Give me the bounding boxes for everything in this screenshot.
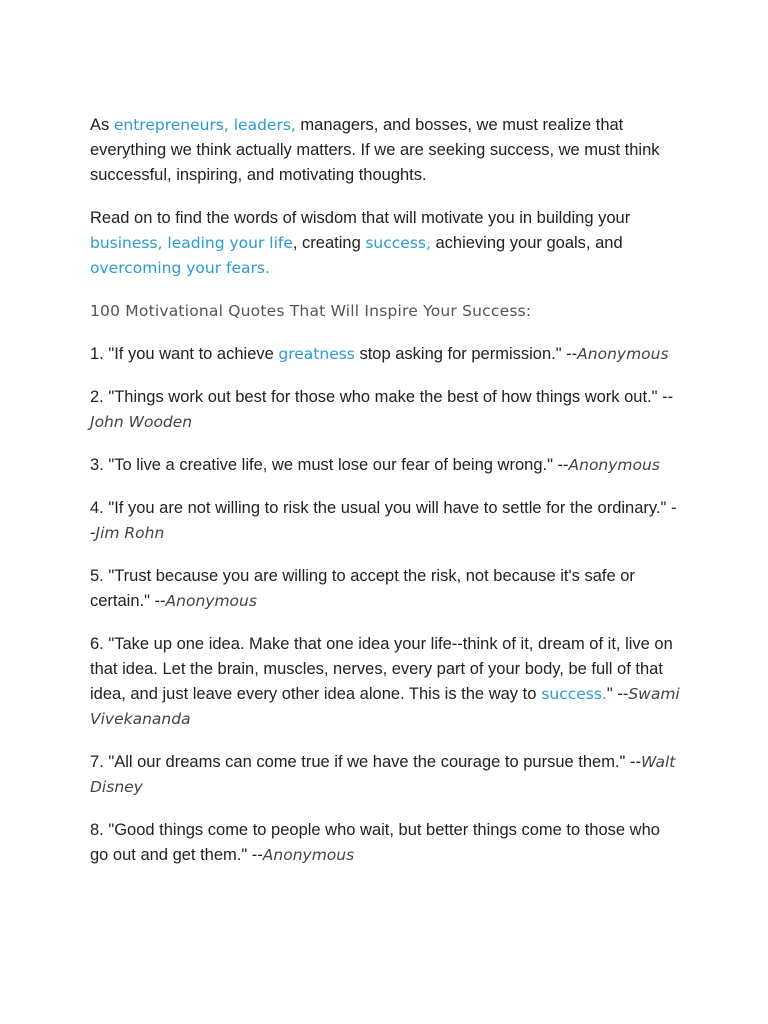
intro-paragraph-2 [90, 206, 680, 281]
quote-1 [90, 342, 680, 367]
quote-3-author: Anonymous [568, 456, 660, 474]
greatness-link[interactable]: greatness [278, 345, 355, 363]
quote-8 [90, 818, 680, 868]
entrepreneurs-leaders-link[interactable]: entrepreneurs, leaders, [113, 116, 296, 134]
quote-8-author: Anonymous [262, 846, 355, 864]
intro-2-prefix: Read on to find the words of wisdom that will motivate you in building your [90, 209, 631, 227]
intro-2-mid-2: achieving your goals, and [430, 234, 623, 252]
quote-5 [90, 564, 680, 614]
quote-6 [90, 632, 680, 732]
quote-2-author: John Wooden [90, 413, 193, 431]
quote-7-author: Walt Disney [90, 753, 676, 796]
quote-7-text: 7. "All our dreams can come true if we have the courage to pursue them." -- [90, 753, 641, 771]
quote-4-text: 4. "If you are not willing to risk the usual you will have to settle for the ordinary." -- [90, 499, 677, 542]
intro-1-prefix: As [90, 116, 114, 134]
success-link[interactable]: success, [365, 234, 431, 252]
quote-4-author: Jim Rohn [95, 524, 165, 542]
intro-1-rest: managers, and bosses, we must realize that everything we think actually matters. If we are seeking success, we must think successful, inspiring, and motivating thoughts. [90, 116, 660, 184]
business-leading-life-link[interactable]: business, leading your life [90, 234, 293, 252]
quote-3 [90, 453, 680, 478]
quote-6-post: " -- [606, 685, 629, 703]
intro-paragraph-1 [90, 113, 680, 188]
quote-8-text: 8. "Good things come to people who wait, but better things come to those who go out and get them." -- [90, 821, 660, 864]
quote-1-pre: 1. "If you want to achieve [90, 345, 279, 363]
quotes-heading: 100 Motivational Quotes That Will Inspire Your Success: [90, 302, 532, 320]
quote-3-text: 3. "To live a creative life, we must lose our fear of being wrong." -- [90, 456, 569, 474]
quote-6-pre: 6. "Take up one idea. Make that one idea your life--think of it, dream of it, live on that idea. Let the brain, muscles, nerves, every part of your body, be full of that idea, and just leave every other idea alone. This is the way to [90, 635, 673, 703]
quote-2 [90, 385, 680, 435]
quote-5-text: 5. "Trust because you are willing to accept the risk, not because it's safe or certain." -- [90, 567, 635, 610]
quote-5-author: Anonymous [165, 592, 257, 610]
intro-2-mid-1: , creating [292, 234, 366, 252]
quote-4 [90, 496, 680, 546]
success-link-quote-6[interactable]: success. [536, 685, 607, 703]
quote-1-post: stop asking for permission." -- [354, 345, 578, 363]
overcoming-fears-link[interactable]: overcoming your fears. [90, 259, 270, 277]
quote-7 [90, 750, 680, 800]
article-body [90, 113, 680, 868]
quote-6-author: Swami Vivekananda [90, 685, 680, 728]
quote-1-author: Anonymous [577, 345, 669, 363]
quote-2-text: 2. "Things work out best for those who make the best of how things work out." -- [90, 388, 674, 406]
